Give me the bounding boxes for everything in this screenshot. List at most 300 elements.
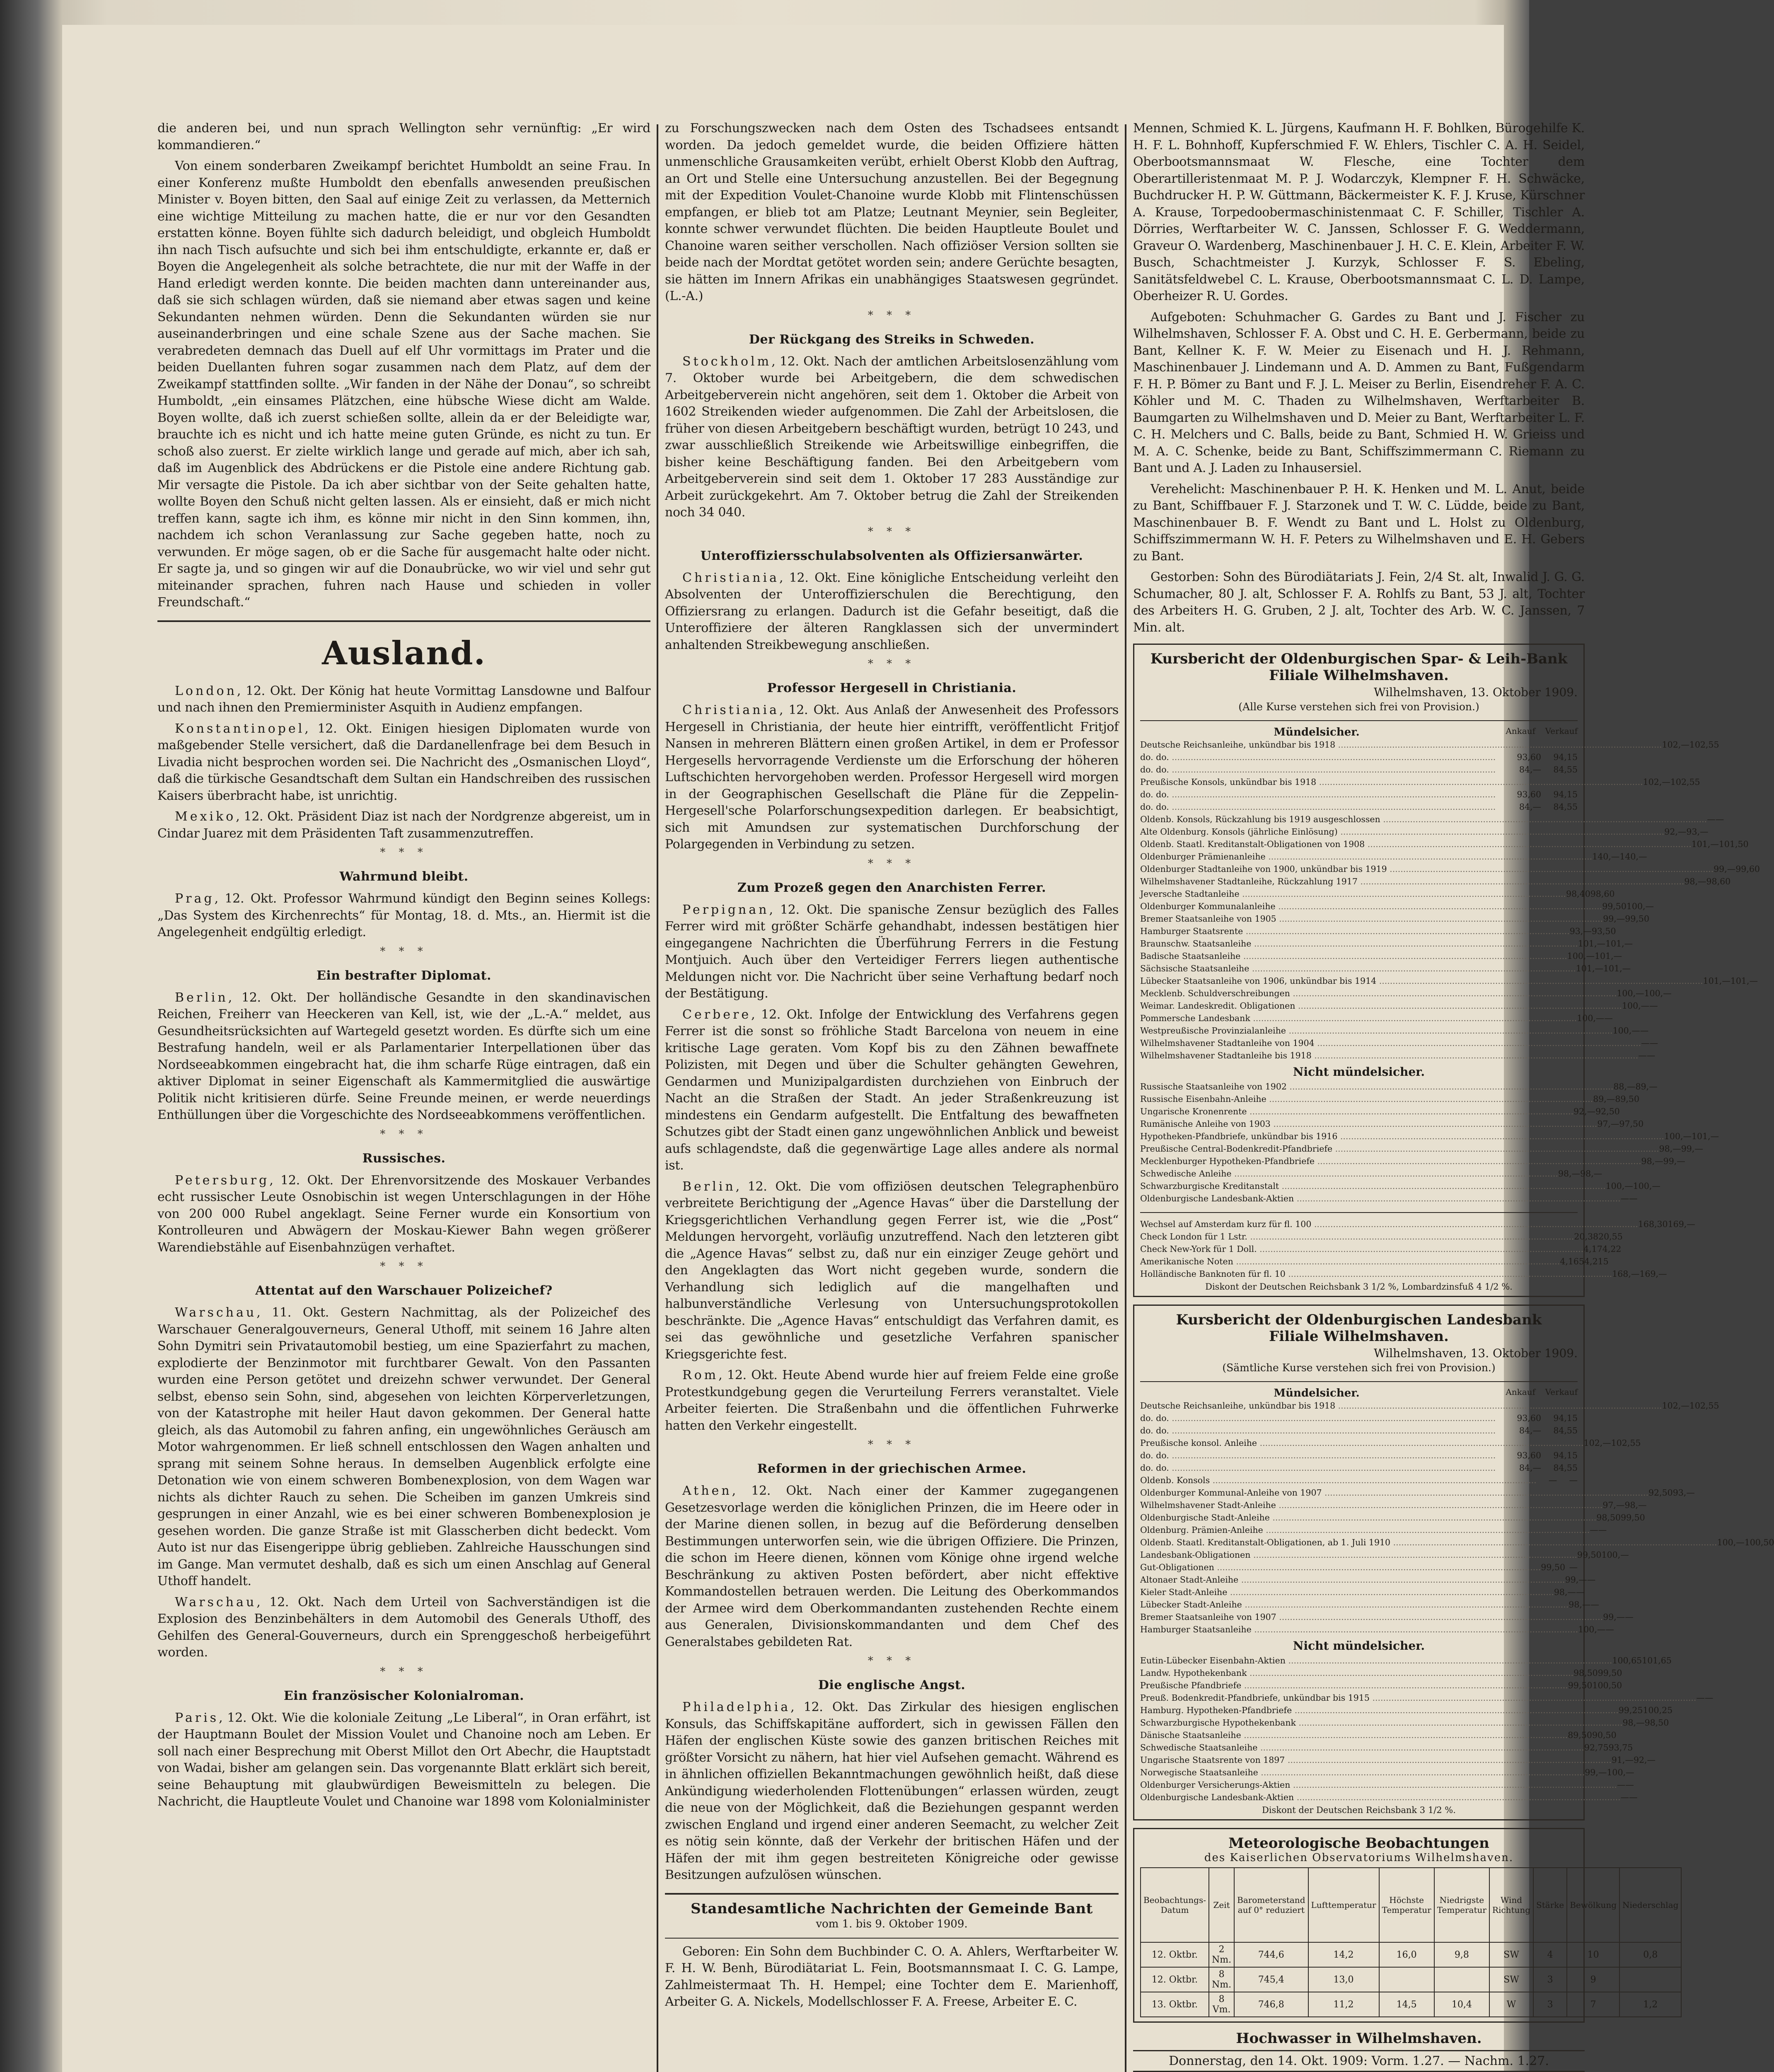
dateline-place: Warschau (175, 1305, 257, 1320)
table-cell: 16,0 (1379, 1942, 1434, 1967)
rate-list (1140, 1654, 1714, 1803)
rate-ankauf: 98,— (1554, 1587, 1576, 1597)
rate-row (1140, 763, 1578, 776)
rate-ankauf: 100,— (1605, 1181, 1633, 1191)
rate-row (1140, 813, 1724, 825)
rate-row (1140, 1449, 1578, 1462)
rate-verkauf: 93,— (1686, 827, 1709, 837)
rate-name: Sächsische Staatsanleihe ..... (1140, 962, 1576, 975)
col-verkauf: Verkauf (1545, 1387, 1578, 1397)
rate-name: Oldenburgische Landesbank-Aktien ..... (1140, 1791, 1621, 1803)
divider (157, 620, 650, 622)
rate-verkauf: 169,— (1668, 1219, 1695, 1229)
paragraph: Gestorben: Sohn des Bürodiätariats J. Fein, 2/4 St. alt, Inwalid J. G. G. Schumacher, 80 J. alt, Schlosser F. A. Rohlfs zu Bant, 53 J. alt, Tochter des Arbeiters H. G. Gruben, 2 J. alt, Tochter des Arb. W. C. Janssen, 7 Min. alt. (1133, 570, 1585, 635)
dateline-date: , 12. Okt. (735, 1179, 802, 1194)
rate-name: Wechsel auf Amsterdam kurz für fl. 100 ..... (1140, 1218, 1638, 1230)
rate-row (1140, 1049, 1656, 1062)
rate-ankauf: — (1590, 1525, 1598, 1535)
rate-name: Dänische Staatsanleihe ..... (1140, 1729, 1568, 1741)
rate-row (1140, 1424, 1578, 1437)
rate-verkauf: 4,215 (1584, 1256, 1609, 1266)
rate-verkauf: 99,50 (1625, 914, 1649, 924)
rate-ankauf: 100,— (1622, 1001, 1650, 1011)
rate-ankauf: 99,50 (1568, 1680, 1593, 1690)
rate-row (1140, 1037, 1658, 1049)
dispatches (665, 702, 1119, 853)
rate-ankauf: 100,— (1717, 1537, 1745, 1547)
rate-name: Lübecker Stadt-Anleihe ..... (1140, 1598, 1569, 1611)
table-header-cell: Lufttemperatur (1308, 1868, 1379, 1942)
rate-name: Schwarzburgische Kreditanstalt ..... (1140, 1180, 1606, 1192)
rate-name: Oldenburger Kommunal-Anleihe von 1907 ..... (1140, 1486, 1648, 1499)
rate-verkauf: — (1649, 1001, 1658, 1011)
rate-ankauf: — (1641, 1038, 1650, 1048)
rate-row (1140, 1024, 1649, 1037)
rate-name: Oldenburger Stadtanleihe von 1900, unkündbar bis 1919 ..... (1140, 863, 1714, 875)
dateline-place: Konstantinopel (175, 721, 305, 736)
rate-ankauf: 98,— (1659, 1144, 1681, 1154)
rate-row (1140, 1093, 1640, 1105)
dispatches (157, 1305, 650, 1661)
dateline-date: , 12. Okt. (779, 570, 841, 585)
rate-row (1140, 801, 1578, 813)
rate-name: Hamburger Staatsanleihe ..... (1140, 1623, 1578, 1636)
rate-row (1140, 975, 1758, 987)
rate-list (1140, 1080, 1719, 1205)
dateline-date: , 12. Okt. (214, 891, 277, 906)
dateline-date: , 12. Okt. (228, 990, 297, 1005)
rate-name: Weimar. Landeskredit. Obligationen ..... (1140, 1000, 1622, 1012)
dateline-date: , 12. Okt. (718, 1368, 778, 1382)
section-heading-ausland: Ausland. (322, 634, 486, 672)
rate-verkauf: 101,— (1603, 963, 1631, 973)
rate-row (1140, 1511, 1645, 1524)
rate-verkauf: 90,50 (1592, 1730, 1617, 1740)
rate-verkauf: 140,— (1619, 852, 1647, 862)
dispatch-paragraph (157, 1305, 650, 1590)
rate-verkauf: 94,15 (1553, 1413, 1578, 1423)
rate-verkauf: 100,50 (1592, 1680, 1622, 1690)
dispatch-text: Aus Anlaß der Anwesenheit des Professors Hergesell in Christiania, der heute hier eintrifft, veröffentlicht Fritjof Nansen in mehreren Blättern einen großen Artikel, in dem er Professor Hergesells hervorragende Verdienste um die Erforschung der höheren Luftschichten hervorgehoben werden. Professor Hergesell wird morgen in der Geographischen Gesellschaft die Pläne für die Zeppelin-Hergesell'sche Polarforschungsexpedition darlegen. Er beabsichtigt, sich mit Amundsen zur systematischen Durchforschung der Polargegenden in Verbindung zu setzen. (665, 703, 1119, 852)
separator: * * * (868, 309, 916, 322)
rate-name: Preußische Konsols, unkündbar bis 1918 ..... (1140, 776, 1643, 788)
dispatches (665, 353, 1119, 521)
rate-ankauf: 84,— (1519, 802, 1541, 812)
rate-verkauf: 84,55 (1553, 1426, 1578, 1435)
table-cell (1379, 1967, 1434, 1992)
rate-verkauf: 99,— (1663, 1156, 1685, 1166)
rate-name: Ungarische Kronenrente ..... (1140, 1105, 1573, 1118)
rate-name: Pommersche Landesbank ..... (1140, 1012, 1577, 1024)
rate-ankauf: 99,50 (1602, 901, 1627, 911)
rate-ankauf: 92,— (1664, 827, 1687, 837)
dateline-place: Berlin (175, 990, 228, 1005)
kursbericht-note: (Sämtliche Kurse verstehen sich frei von Provision.) (1222, 1362, 1496, 1374)
tide-title: Hochwasser in Wilhelmshaven. (1236, 2030, 1482, 2047)
column-rule (657, 124, 658, 2072)
table-header-cell: Beobachtungs-Datum (1141, 1868, 1209, 1942)
rate-row (1140, 1255, 1609, 1268)
rate-verkauf: — (1576, 1587, 1585, 1597)
meteorology-table (1140, 1867, 1682, 2017)
article-heading: Wahrmund bleibt. (339, 869, 469, 884)
rate-row (1140, 1486, 1695, 1499)
table-cell: 745,4 (1234, 1967, 1308, 1992)
dispatch-text: Präsident Diaz ist nach der Nordgrenze abgereist, um in Cindar Juarez mit dem Präsidenten Taft zusammenzutreffen. (157, 809, 650, 841)
rate-name: Altonaer Stadt-Anleihe ..... (1140, 1573, 1565, 1586)
rate-verkauf: — (1587, 1575, 1596, 1585)
rate-row (1140, 1754, 1656, 1766)
standesamt-subtitle: vom 1. bis 9. Oktober 1909. (816, 1917, 968, 1930)
dispatch-text: Infolge der Entwicklung des Verfahrens gegen Ferrer ist die sonst so fröhliche Stadt Barcelona von neuem in eine kritische Lage geraten. Vom Kopf bis zu den Zähnen bewaffnete Polizisten, mit Degen und über die Schulter gehängten Gewehren, Gendarmen und Munizipalgardisten durchziehen von Einbruch der Nacht an die Straßen der Stadt. An jeder Straßenkreuzung ist mindestens ein Gendarm aufgestellt. Die Entfaltung des bewaffneten Schutzes gibt der Stadt einen ganz ungewöhnlichen Anblick und beweist aufs schlagendste, daß die gegenwärtige Lage alles andere als normal ist. (665, 1007, 1119, 1173)
rate-ankauf: 98,40 (1566, 889, 1590, 899)
rate-name: Preuß. Bodenkredit-Pfandbriefe, unkündbar bis 1915 ..... (1140, 1692, 1696, 1704)
rate-name: Badische Staatsanleihe ..... (1140, 950, 1567, 962)
table-cell: 746,8 (1234, 1992, 1308, 2017)
section-label: Nicht mündelsicher. (1293, 1065, 1425, 1079)
rate-verkauf: 99,— (1681, 1144, 1703, 1154)
table-cell: SW (1489, 1942, 1533, 1967)
rate-row (1140, 1623, 1614, 1636)
dateline-place: Paris (175, 1710, 219, 1725)
table-header-cell: Barometerstand auf 0° reduziert (1234, 1868, 1308, 1942)
rate-verkauf: 100,50 (1744, 1537, 1774, 1547)
rate-verkauf: — (1715, 814, 1724, 824)
divider (1140, 1212, 1578, 1213)
rate-name: Mecklenb. Schuldverschreibungen ..... (1140, 987, 1617, 1000)
rate-name: Lübecker Staatsanleihe von 1906, unkündbar bis 1914 ..... (1140, 975, 1703, 987)
rate-verkauf: 89,50 (1615, 1094, 1640, 1104)
rate-ankauf: 100,— (1567, 951, 1595, 961)
rate-row (1140, 1729, 1617, 1741)
rate-ankauf: 101,— (1703, 976, 1730, 986)
rate-ankauf: 88,— (1613, 1082, 1636, 1092)
rate-list (1140, 1218, 1695, 1280)
rate-ankauf: 102,— (1662, 1401, 1689, 1411)
rate-verkauf: — (1625, 1780, 1634, 1790)
newspaper-page (62, 25, 1774, 2072)
rate-verkauf: 97,50 (1619, 1119, 1644, 1129)
rate-name: Preußische Central-Bodenkredit-Pfandbriefe ..... (1140, 1143, 1659, 1155)
rate-row (1140, 1704, 1673, 1716)
table-cell: 11,2 (1308, 1992, 1379, 2017)
dateline-date: , 12. Okt. (256, 1595, 324, 1610)
rate-ankauf: 93,— (1569, 926, 1592, 936)
table-cell: 7 (1567, 1992, 1619, 2017)
dispatch-paragraph (157, 1172, 650, 1256)
rate-ankauf: 168,— (1612, 1269, 1640, 1279)
standesamt-title: Standesamtliche Nachrichten der Gemeinde Bant (691, 1900, 1093, 1917)
table-cell (1434, 1967, 1489, 1992)
rate-verkauf: 93,— (1672, 1488, 1695, 1498)
rate-verkauf: 100,25 (1643, 1705, 1673, 1715)
dispatch-paragraph (157, 1710, 650, 1811)
rate-ankauf: 98,— (1622, 1718, 1645, 1728)
rate-name: do. do. ..... (1140, 751, 1505, 763)
rate-ankauf: — (1620, 1193, 1629, 1203)
rate-ankauf: 93,60 (1517, 752, 1541, 762)
rate-row (1140, 1598, 1599, 1611)
col-ankauf: Ankauf (1506, 1387, 1535, 1397)
kursbericht-branch: Filiale Wilhelmshaven. (1269, 667, 1449, 684)
rate-row (1140, 1218, 1695, 1230)
dispatch-text: Die vom offiziösen deutschen Telegraphenbüro verbreitete Berichtigung der „Agence Havas“ über die Darstellung der Kriegsgerichtlichen Verhandlung gegen Ferrer ist, wie die „Post“ Meldungen hervorgeht, vorläufig unzutreffend. Nach den letzteren gibt die „Agence Havas“ selbst zu, daß nur ein einziger Zeuge gehört und den Angeklagten das Wort nicht gegeben wurde, sondern die Verhandlung sich lediglich auf die mangelhaften und halbunverständliche Verlesung von Untersuchungsprotokollen beschränkte. Die „Agence Havas“ entschuldigt das Verfahren damit, es sei das gewöhnliche und gesetzliche Verfahren spanischer Kriegsgerichte fest. (665, 1179, 1119, 1362)
kursbericht-sparbank (1133, 644, 1760, 1297)
rate-name: Oldenburgische Landesbank-Aktien ..... (1140, 1192, 1621, 1205)
table-cell: 1,2 (1619, 1992, 1681, 2017)
dispatches (157, 891, 650, 941)
rate-name: do. do. ..... (1140, 788, 1505, 801)
rate-verkauf: 93,50 (1591, 926, 1616, 936)
rate-name: Oldenb. Staatl. Kreditanstalt-Obligationen von 1908 ..... (1140, 838, 1692, 850)
rate-verkauf: 102,55 (1689, 740, 1719, 750)
table-body (1141, 1942, 1681, 2017)
dispatch-paragraph (665, 353, 1119, 521)
dateline-date: , 12. Okt. (237, 683, 296, 698)
dispatches (665, 902, 1119, 1435)
dispatch-paragraph (157, 721, 650, 805)
rate-ankauf: — (1638, 1051, 1647, 1060)
rate-verkauf: 102,55 (1670, 777, 1700, 787)
rate-verkauf: — (1640, 1026, 1649, 1036)
table-cell: 12. Oktbr. (1141, 1967, 1209, 1992)
column-rule (1125, 124, 1126, 2072)
rate-verkauf: 98,50 (1644, 1718, 1669, 1728)
dateline-date: , 12. Okt. (771, 354, 830, 369)
rate-row (1140, 738, 1719, 751)
rate-ankauf: — (1707, 814, 1716, 824)
rate-row (1140, 1766, 1634, 1779)
rate-ankauf: 99,50 (1577, 1550, 1602, 1560)
table-cell: 9,8 (1434, 1942, 1489, 1967)
paragraph: Aufgeboten: Schuhmacher G. Gardes zu Bant und J. Fischer zu Wilhelmshaven, Schlosser F. A. Obst und C. H. E. Gerbermann, beide zu Bant, Kellner K. F. W. Meier zu Eisenach und H. J. Rehmann, Maschinenbauer J. Lindemann und A. D. Ammen zu Bant, Fußgendarm F. H. P. Bömer zu Bant und F. J. L. Meiser zu Berlin, Eisendreher F. A. C. Köhler und M. C. Thaden zu Wilhelmshaven, Werftarbeiter B. Baumgarten zu Wilhelmshaven und D. Meier zu Bant, Werftarbeiter L. F. C. H. Melchers und C. Balls, beide zu Bant, Schmied H. W. Grieiss und M. A. C. Schenke, beide zu Bant, Schiffszimmermann C. Riemann zu Bant und A. J. Laden zu Inhausersiel. (1133, 310, 1585, 475)
rate-ankauf: 92,— (1573, 1106, 1596, 1116)
separator: * * * (380, 1665, 428, 1678)
dateline-place: London (175, 683, 237, 698)
rate-ankauf: 84,— (1519, 1426, 1541, 1435)
rate-row (1140, 1412, 1578, 1424)
article-heading: Professor Hergesell in Christiania. (767, 681, 1017, 695)
dispatch-paragraph (157, 808, 650, 842)
rate-verkauf: — (1604, 1013, 1613, 1023)
table-header-cell: Wind Richtung (1489, 1868, 1533, 1942)
rate-verkauf: 84,55 (1553, 765, 1578, 775)
separator: * * * (380, 945, 428, 958)
dispatch-paragraph (157, 891, 650, 941)
separator: * * * (380, 1260, 428, 1273)
rate-row (1140, 1130, 1719, 1143)
rate-verkauf: 99,60 (1735, 864, 1760, 874)
rate-row (1140, 788, 1578, 801)
rate-ankauf: 100,— (1664, 1131, 1692, 1141)
rate-name: Mecklenburger Hypotheken-Pfandbriefe ..... (1140, 1155, 1641, 1167)
rate-name: Bremer Staatsanleihe von 1905 ..... (1140, 913, 1603, 925)
dispatch-paragraph (157, 683, 650, 716)
rate-row (1140, 1611, 1634, 1623)
rate-verkauf: 84,55 (1553, 802, 1578, 812)
rate-row (1140, 1143, 1703, 1155)
rate-name: Oldenb. Staatl. Kreditanstalt-Obligationen, ab 1. Juli 1910 ..... (1140, 1536, 1717, 1549)
rate-name: do. do. ..... (1140, 763, 1505, 776)
rate-row (1140, 1779, 1634, 1791)
rate-ankauf: 89,— (1593, 1094, 1615, 1104)
rate-ankauf: 97,— (1597, 1119, 1619, 1129)
dispatch-text: Eine königliche Entscheidung verleiht den Absolventen der Unteroffizierschulen die Berechtigung, den Offiziersrang zu erlangen. Dadurch ist die Gefahr beseitigt, daß die Unteroffiziere der älteren Rangklassen sich der unvermindert anhaltenden Streikbewegung anschließen. (665, 570, 1119, 652)
dispatch-paragraph (665, 570, 1119, 654)
dispatches-ausland (157, 683, 650, 842)
kursbericht-note: (Alle Kurse verstehen sich frei von Provision.) (1238, 701, 1479, 713)
dateline-place: Philadelphia (682, 1700, 791, 1714)
table-header-cell: Höchste Temperatur (1379, 1868, 1434, 1942)
rate-ankauf: 98,— (1641, 1156, 1663, 1166)
rate-ankauf: 140,— (1592, 852, 1620, 862)
table-cell: 10,4 (1434, 1992, 1489, 2017)
rate-row (1140, 1012, 1613, 1024)
rate-verkauf: 98,60 (1590, 889, 1615, 899)
article-heading: Der Rückgang des Streiks in Schweden. (749, 332, 1035, 347)
paragraph: Verehelicht: Maschinenbauer P. H. K. Henken und M. L. Anut, beide zu Bant, Schiffbauer F. J. Starzonek und T. W. C. Lüdde, beide zu Bant, Maschinenbauer B. F. Wendt zu Bant und L. Holst zu Oldenburg, Schiffszimmermann W. H. F. Peters zu Wilhelmshaven und E. H. Gebers zu Bant. (1133, 482, 1585, 564)
rate-name: do. do. ..... (1140, 1412, 1505, 1424)
table-row (1141, 1967, 1681, 1992)
rate-name: Norwegische Staatsanleihe ..... (1140, 1766, 1585, 1779)
rate-row (1140, 1692, 1714, 1704)
dispatch-text: Nach dem Urteil von Sachverständigen ist die Explosion des Benzinbehälters in dem Automobil des Generals Uthoff, des Gehilfen des General-Gouverneurs, durch ein Sprenggeschoß herbeigeführt worden. (157, 1595, 651, 1660)
rate-row (1140, 875, 1731, 888)
rate-row (1140, 1080, 1658, 1093)
table-header-cell: Niederschlag (1619, 1868, 1681, 1942)
diskont-note: Diskont der Deutschen Reichsbank 3 1/2 %, Lombardzinsfuß 4 1/2 %. (1205, 1282, 1513, 1292)
rate-ankauf: 98,— (1684, 876, 1706, 886)
rate-verkauf: 100,— (1626, 901, 1654, 911)
rate-name: Landesbank-Obligationen ..... (1140, 1549, 1577, 1561)
rate-verkauf: 20,55 (1598, 1232, 1623, 1242)
dispatch-text: Das Zirkular des hiesigen englischen Konsuls, das Schiffskapitäne auffordert, sich in gewissen Fällen den Häfen der englischen Küste sowie des ganzen britischen Reiches mit größter Vorsicht zu nähern, hat hier viel Aufsehen gemacht. Während es in ähnlichen offiziellen Bekanntmachungen gewöhnlich heißt, daß diese Ankündigung wiederholenden Flottenübungen“ erlassen würden, zeugt die neue von der Möglichkeit, daß die Beziehungen gespannt werden zwischen England und irgend einer anderen Seemacht, zu welcher Zeit es nötig sein könnte, daß der Verkehr der britischen Häfen und der Häfen der mit ihm gegen bestreiteten Königreiche oder gewisse Besitzungen aufzulösen wünschen. (665, 1700, 1119, 1882)
rate-name: Hamburg. Hypotheken-Pfandbriefe ..... (1140, 1704, 1619, 1716)
table-cell: SW (1489, 1967, 1533, 1992)
rate-verkauf: 98,— (1624, 1500, 1647, 1510)
divider (665, 1893, 1119, 1895)
kursbericht-landesbank (1133, 1305, 1774, 1820)
rate-ankauf: 100,— (1577, 1013, 1605, 1023)
rate-ankauf: 102,— (1662, 740, 1689, 750)
rate-ankauf: 91,— (1611, 1755, 1634, 1765)
rate-row (1140, 937, 1633, 950)
rate-name: Bremer Staatsanleihe von 1907 ..... (1140, 1611, 1603, 1623)
table-header-cell: Bewölkung (1567, 1868, 1619, 1942)
rate-ankauf: 4,17 (1583, 1244, 1602, 1254)
rate-verkauf: — (1704, 1693, 1714, 1703)
separator: * * * (868, 658, 916, 670)
table-cell: 10 (1567, 1942, 1619, 1967)
table-cell: 2 Nm. (1209, 1942, 1234, 1967)
paragraph: Geboren: Ein Sohn dem Buchbinder C. O. A. Ahlers, Werftarbeiter W. F. H. W. Benh, Bürodiätariat L. Fein, Bootsmannsmaat I. C. G. Lampe, Zahlmeistermaat Th. H. Hempel; eine Tochter dem E. Marienhoff, Arbeiter G. A. Nickels, Modellschlosser F. A. Freese, Arbeiter E. C. (665, 1944, 1119, 2009)
rate-ankauf: — (1696, 1693, 1705, 1703)
rate-ankauf: 93,60 (1517, 1413, 1541, 1423)
rate-name: Braunschw. Staatsanleihe ..... (1140, 937, 1578, 950)
article-heading: Ein bestrafter Diplomat. (317, 968, 491, 983)
rate-name: Wilhelmshavener Stadtanleihe von 1904 ..... (1140, 1037, 1641, 1049)
rate-row (1140, 1536, 1774, 1549)
rate-ankauf: 99,— (1603, 914, 1625, 924)
rate-name: Alte Oldenburg. Konsols (jährliche Einlösung) ..... (1140, 825, 1664, 838)
rate-ankauf: 98,50 (1596, 1513, 1621, 1523)
rate-verkauf: 98,— (1580, 1169, 1602, 1179)
kursbericht-branch: Filiale Wilhelmshaven. (1269, 1328, 1449, 1345)
dispatch-paragraph (665, 1007, 1119, 1174)
rate-row (1140, 1586, 1585, 1598)
rate-row (1140, 1230, 1623, 1243)
rate-row (1140, 1192, 1638, 1205)
meteorology-title: Meteorologische Beobachtungen (1228, 1835, 1489, 1852)
rate-row (1140, 1105, 1620, 1118)
table-cell: 13. Oktbr. (1141, 1992, 1209, 2017)
rate-row (1140, 751, 1578, 763)
rate-column-headers (1140, 1387, 1578, 1399)
table-cell: 8 Vm. (1209, 1992, 1234, 2017)
rate-verkauf: 100,— (1633, 1181, 1660, 1191)
dateline-place: Athen (682, 1484, 732, 1498)
separator: * * * (868, 1438, 916, 1451)
rate-row (1140, 1462, 1578, 1474)
paragraph: Mennen, Schmied K. L. Jürgens, Kaufmann H. F. Bohlken, Bürogehilfe K. H. F. L. Bohnhoff, Kupferschmied F. W. Ehlers, Tischler C. A. H. Seidel, Oberbootsmannsmaat W. Flesche, eine Tochter dem Oberartilleristenmaat M. P. J. Wodarczyk, Klempner F. H. Schwäcke, Buchdrucker H. P. W. Güttmann, Bäckermeister K. F. J. Kruse, Kürschner A. Krause, Torpedoobermaschinistenmaat C. F. Schiller, Tischler A. Dörries, Werftarbeiter W. C. Janssen, Schlosser F. G. Weddermann, Graveur O. Wardenberg, Maschinenbauer J. H. C. E. Klein, Arbeiter F. W. Busch, Schachtmeister J. Kurzyk, Schlosser F. S. Ebeling, Sanitätsfeldwebel C. L. Krause, Oberbootsmannsmaat C. L. D. Lampe, Oberheizer R. U. Gordes. (1133, 121, 1585, 303)
dispatches (157, 1710, 650, 1811)
kursbericht-date: Wilhelmshaven, 13. Oktober 1909. (1373, 685, 1578, 699)
dateline-place: Perpignan (682, 902, 769, 917)
rate-name: Hamburger Staatsrente ..... (1140, 925, 1570, 937)
rate-column-headers (1140, 726, 1578, 738)
rate-ankauf: 4,165 (1560, 1256, 1585, 1266)
table-cell: 14,2 (1308, 1942, 1379, 1967)
rate-verkauf: 101,— (1692, 1131, 1719, 1141)
rate-ankauf: 102,— (1583, 1438, 1611, 1448)
column-3 (1133, 120, 1774, 2072)
rate-row (1140, 1399, 1719, 1412)
table-row (1141, 1942, 1681, 1967)
dispatch-paragraph (665, 1179, 1119, 1363)
rate-name: Landw. Hypothekenbank ..... (1140, 1667, 1573, 1679)
dispatch-paragraph (157, 990, 650, 1124)
paragraph: die anderen bei, und nun sprach Wellington sehr vernünftig: „Er wird kommandieren.“ (157, 121, 650, 152)
dispatch-text: Wie die koloniale Zeitung „Le Liberal“, in Oran erfährt, ist der Hauptmann Boulet der Mission Voulet und Chanoine noch am Leben. Er soll nach einer Besprechung mit Oberst Millot den Ort Abechr, die Hauptstadt von Wadai, bisher am gelangen sein. Das vorgenannte Blatt erklärt sich bereit, seine Behauptung mit glaubwürdigen Beweismitteln zu belegen. Die Nachricht, die Hauptleute Voulet und Chanoine war 1898 vom Kolonialminister (157, 1710, 650, 1809)
rate-ankauf: 101,— (1576, 963, 1604, 973)
rate-verkauf: 101,— (1594, 951, 1622, 961)
rate-row (1140, 1716, 1669, 1729)
separator: * * * (380, 846, 428, 859)
dispatch-text: Professor Wahrmund kündigt den Beginn seines Kollegs: „Das System des Kirchenrechts“ für Montag, 18. d. Mts., an. Hiermit ist die Angelegenheit endgültig erledigt. (157, 891, 651, 939)
rate-name: Oldenburgische Stadt-Anleihe ..... (1140, 1511, 1596, 1524)
rate-ankauf: 89,50 (1568, 1730, 1592, 1740)
rate-row (1140, 863, 1760, 875)
separator: * * * (868, 857, 916, 870)
dispatch-paragraph (157, 1594, 650, 1661)
dateline-place: Warschau (175, 1595, 257, 1610)
rate-verkauf: 99,50 (1598, 1668, 1622, 1678)
rate-row (1140, 1561, 1578, 1573)
dispatch-paragraph (665, 702, 1119, 853)
section-label: Mündelsicher. (1274, 1387, 1360, 1399)
rate-ankauf: 100,— (1612, 1026, 1640, 1036)
dateline-place: Berlin (682, 1179, 736, 1194)
kursbericht-date: Wilhelmshaven, 13. Oktober 1909. (1373, 1346, 1578, 1360)
rate-verkauf: 92,50 (1595, 1106, 1620, 1116)
rate-row (1140, 1437, 1641, 1449)
column-1 (157, 120, 650, 2072)
dispatch-text: Nach der amtlichen Arbeitslosenzählung vom 7. Oktober wurde bei Arbeitgebern, die dem schwedischen Arbeitgeberverein nicht angehören, seit dem 1. Oktober die Arbeit von 1602 Streikenden wieder aufgenommen. Die Zahl der Arbeitslosen, die früher von diesen Arbeitgebern beschäftigt wurden, betrügt 10 243, und zwar ausschließlich Streikende wie Arbeitswillige einbegriffen, die bisher keine Beschäftigung fanden. Bei den Arbeitgebern vom Arbeitgeberverein sind seit dem 1. Oktober 17 283 Ausständige zur Arbeit zurückgekehrt. Am 7. Oktober betrug die Zahl der Streikenden noch 34 040. (665, 354, 1119, 520)
col-ankauf: Ankauf (1506, 726, 1535, 736)
table-header-cell: Zeit (1209, 1868, 1234, 1942)
rate-ankauf: 99,— (1714, 864, 1736, 874)
rate-verkauf: 94,15 (1553, 752, 1578, 762)
